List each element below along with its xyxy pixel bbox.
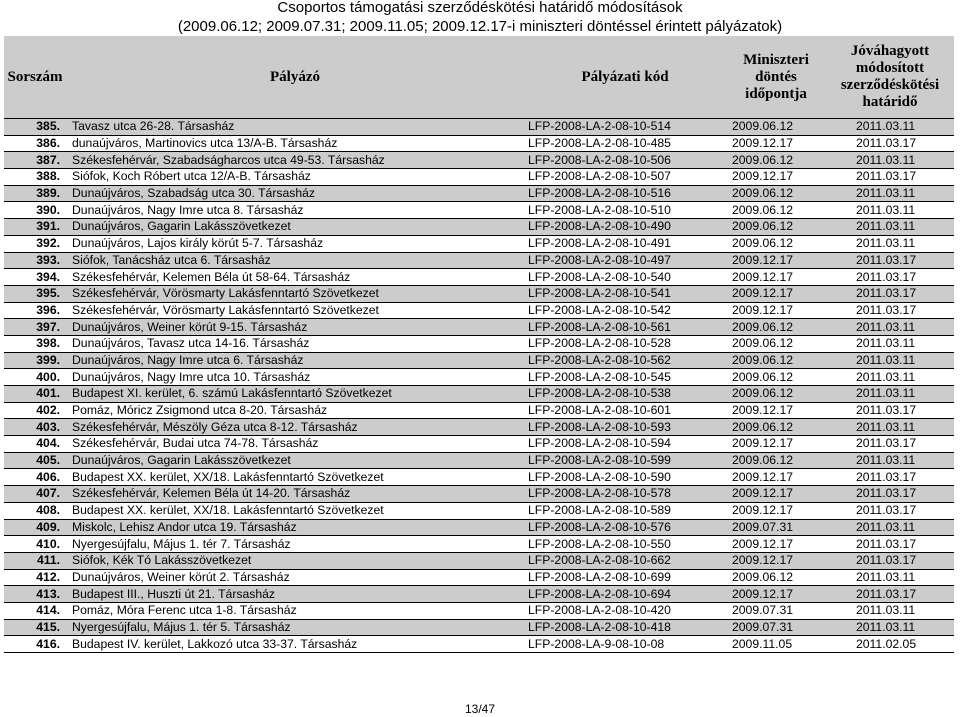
row-decision-date: 2009.06.12 — [726, 185, 826, 202]
row-applicant: Pomáz, Móricz Zsigmond utca 8-20. Társasház — [66, 402, 524, 419]
table-row — [4, 452, 954, 469]
row-applicant: Siófok, Tanácsház utca 6. Társasház — [66, 252, 524, 269]
row-code: LFP-2008-LA-2-08-10-510 — [524, 202, 726, 219]
row-decision-date: 2009.12.17 — [726, 285, 826, 302]
row-applicant: Dunaújváros, Nagy Imre utca 8. Társasház — [66, 202, 524, 219]
row-deadline: 2011.03.17 — [826, 586, 954, 603]
row-deadline: 2011.02.05 — [826, 636, 954, 653]
row-deadline: 2011.03.11 — [826, 119, 954, 136]
row-deadline: 2011.03.11 — [826, 319, 954, 336]
table-row — [4, 486, 954, 503]
row-applicant: Székesfehérvár, Budai utca 74-78. Társasház — [66, 436, 524, 453]
row-applicant: Budapest XI. kerület, 6. számú Lakásfenntartó Szövetkezet — [66, 386, 524, 403]
row-deadline: 2011.03.17 — [826, 436, 954, 453]
row-code: LFP-2008-LA-2-08-10-528 — [524, 335, 726, 352]
table-row — [4, 502, 954, 519]
row-number: 408. — [4, 502, 66, 519]
header-deadline-line: szerződéskötési — [840, 77, 940, 93]
row-decision-date: 2009.06.12 — [726, 452, 826, 469]
row-applicant: Budapest XX. kerület, XX/18. Lakásfenntartó Szövetkezet — [66, 469, 524, 486]
table-row — [4, 285, 954, 302]
row-deadline: 2011.03.17 — [826, 486, 954, 503]
row-number: 393. — [4, 252, 66, 269]
row-decision-date: 2009.11.05 — [726, 636, 826, 653]
table-row — [4, 419, 954, 436]
row-deadline: 2011.03.11 — [826, 569, 954, 586]
row-number: 388. — [4, 169, 66, 186]
row-number: 399. — [4, 352, 66, 369]
row-number: 403. — [4, 419, 66, 436]
header-decision-date — [726, 36, 826, 119]
row-decision-date: 2009.06.12 — [726, 219, 826, 236]
row-deadline: 2011.03.17 — [826, 135, 954, 152]
table-row — [4, 586, 954, 603]
row-applicant: dunaújváros, Martinovics utca 13/A-B. Társasház — [66, 135, 524, 152]
row-number: 396. — [4, 302, 66, 319]
table-body — [4, 119, 954, 653]
table-row — [4, 536, 954, 553]
row-applicant: Dunaújváros, Lajos király körút 5-7. Társasház — [66, 235, 524, 252]
header-code: Pályázati kód — [524, 36, 726, 119]
row-number: 398. — [4, 335, 66, 352]
row-code: LFP-2008-LA-2-08-10-545 — [524, 369, 726, 386]
row-number: 401. — [4, 386, 66, 403]
row-deadline: 2011.03.11 — [826, 185, 954, 202]
row-applicant: Nyergesújfalu, Május 1. tér 7. Társasház — [66, 536, 524, 553]
row-deadline: 2011.03.17 — [826, 536, 954, 553]
row-code: LFP-2008-LA-2-08-10-516 — [524, 185, 726, 202]
row-number: 406. — [4, 469, 66, 486]
row-decision-date: 2009.12.17 — [726, 135, 826, 152]
row-number: 400. — [4, 369, 66, 386]
row-decision-date: 2009.12.17 — [726, 586, 826, 603]
row-code: LFP-2008-LA-2-08-10-514 — [524, 119, 726, 136]
row-deadline: 2011.03.11 — [826, 152, 954, 169]
row-code: LFP-2008-LA-2-08-10-578 — [524, 486, 726, 503]
row-decision-date: 2009.06.12 — [726, 569, 826, 586]
row-number: 407. — [4, 486, 66, 503]
row-code: LFP-2008-LA-2-08-10-599 — [524, 452, 726, 469]
row-decision-date: 2009.06.12 — [726, 152, 826, 169]
row-number: 411. — [4, 552, 66, 569]
row-code: LFP-2008-LA-2-08-10-485 — [524, 135, 726, 152]
row-decision-date: 2009.06.12 — [726, 386, 826, 403]
row-number: 395. — [4, 285, 66, 302]
row-number: 390. — [4, 202, 66, 219]
row-number: 392. — [4, 235, 66, 252]
row-deadline: 2011.03.17 — [826, 285, 954, 302]
row-code: LFP-2008-LA-2-08-10-589 — [524, 502, 726, 519]
row-applicant: Székesfehérvár, Kelemen Béla út 14-20. Társasház — [66, 486, 524, 503]
row-deadline: 2011.03.17 — [826, 552, 954, 569]
row-code: LFP-2008-LA-2-08-10-699 — [524, 569, 726, 586]
table-row — [4, 402, 954, 419]
row-deadline: 2011.03.11 — [826, 386, 954, 403]
row-deadline: 2011.03.11 — [826, 202, 954, 219]
table-row — [4, 235, 954, 252]
row-decision-date: 2009.12.17 — [726, 502, 826, 519]
table-row — [4, 369, 954, 386]
row-number: 416. — [4, 636, 66, 653]
row-decision-date: 2009.06.12 — [726, 352, 826, 369]
row-deadline: 2011.03.17 — [826, 302, 954, 319]
row-number: 394. — [4, 269, 66, 286]
header-applicant: Pályázó — [66, 36, 524, 119]
row-decision-date: 2009.06.12 — [726, 235, 826, 252]
row-applicant: Siófok, Koch Róbert utca 12/A-B. Társasház — [66, 169, 524, 186]
row-deadline: 2011.03.11 — [826, 419, 954, 436]
row-applicant: Székesfehérvár, Kelemen Béla út 58-64. Társasház — [66, 269, 524, 286]
table-row — [4, 569, 954, 586]
row-decision-date: 2009.12.17 — [726, 402, 826, 419]
row-code: LFP-2008-LA-2-08-10-694 — [524, 586, 726, 603]
table-row — [4, 469, 954, 486]
row-number: 415. — [4, 619, 66, 636]
row-decision-date: 2009.12.17 — [726, 169, 826, 186]
row-code: LFP-2008-LA-2-08-10-576 — [524, 519, 726, 536]
row-applicant: Dunaújváros, Tavasz utca 14-16. Társasház — [66, 335, 524, 352]
table-row — [4, 169, 954, 186]
table-row — [4, 386, 954, 403]
row-decision-date: 2009.12.17 — [726, 552, 826, 569]
row-decision-date: 2009.07.31 — [726, 602, 826, 619]
row-applicant: Dunaújváros, Weiner körút 2. Társasház — [66, 569, 524, 586]
header-decision-line: Miniszteri — [743, 51, 809, 68]
row-applicant: Pomáz, Móra Ferenc utca 1-8. Társasház — [66, 602, 524, 619]
header-decision-line: döntés — [755, 68, 797, 85]
row-deadline: 2011.03.17 — [826, 502, 954, 519]
row-decision-date: 2009.12.17 — [726, 469, 826, 486]
row-decision-date: 2009.07.31 — [726, 519, 826, 536]
row-decision-date: 2009.07.31 — [726, 619, 826, 636]
table-row — [4, 319, 954, 336]
row-deadline: 2011.03.11 — [826, 602, 954, 619]
header-deadline-line: Jóváhagyott — [850, 43, 930, 59]
row-code: LFP-2008-LA-2-08-10-418 — [524, 619, 726, 636]
row-code: LFP-2008-LA-2-08-10-594 — [524, 436, 726, 453]
row-applicant: Székesfehérvár, Vörösmarty Lakásfenntartó Szövetkezet — [66, 285, 524, 302]
row-code: LFP-2008-LA-2-08-10-420 — [524, 602, 726, 619]
row-decision-date: 2009.06.12 — [726, 419, 826, 436]
row-applicant: Budapest IV. kerület, Lakkozó utca 33-37. Társasház — [66, 636, 524, 653]
table-row — [4, 185, 954, 202]
row-code: LFP-2008-LA-2-08-10-538 — [524, 386, 726, 403]
row-applicant: Nyergesújfalu, Május 1. tér 5. Társasház — [66, 619, 524, 636]
header-decision-line: időpontja — [745, 85, 807, 102]
document-title: Csoportos támogatási szerződéskötési határidő módosítások — [277, 0, 683, 16]
row-number: 387. — [4, 152, 66, 169]
row-applicant: Dunaújváros, Nagy Imre utca 10. Társasház — [66, 369, 524, 386]
row-number: 391. — [4, 219, 66, 236]
row-number: 402. — [4, 402, 66, 419]
row-decision-date: 2009.12.17 — [726, 536, 826, 553]
table-row — [4, 602, 954, 619]
row-applicant: Dunaújváros, Szabadság utca 30. Társasház — [66, 185, 524, 202]
row-deadline: 2011.03.11 — [826, 219, 954, 236]
table-row — [4, 252, 954, 269]
row-number: 410. — [4, 536, 66, 553]
row-applicant: Dunaújváros, Nagy Imre utca 6. Társasház — [66, 352, 524, 369]
row-applicant: Székesfehérvár, Mészöly Géza utca 8-12. Társasház — [66, 419, 524, 436]
row-number: 405. — [4, 452, 66, 469]
table-row — [4, 119, 954, 136]
row-number: 389. — [4, 185, 66, 202]
row-decision-date: 2009.06.12 — [726, 369, 826, 386]
table-row — [4, 335, 954, 352]
row-deadline: 2011.03.17 — [826, 252, 954, 269]
header-deadline — [826, 36, 954, 119]
row-code: LFP-2008-LA-2-08-10-491 — [524, 235, 726, 252]
table-row — [4, 269, 954, 286]
row-code: LFP-2008-LA-2-08-10-541 — [524, 285, 726, 302]
modifications-table — [4, 36, 954, 653]
row-code: LFP-2008-LA-2-08-10-601 — [524, 402, 726, 419]
row-code: LFP-2008-LA-9-08-10-08 — [524, 636, 726, 653]
table-row — [4, 352, 954, 369]
table-row — [4, 302, 954, 319]
row-decision-date: 2009.12.17 — [726, 252, 826, 269]
document-subtitle: (2009.06.12; 2009.07.31; 2009.11.05; 2009.12.17-i miniszteri döntéssel érintett pályázatok) — [177, 18, 783, 35]
table-row — [4, 152, 954, 169]
row-number: 385. — [4, 119, 66, 136]
row-applicant: Dunaújváros, Weiner körút 9-15. Társasház — [66, 319, 524, 336]
table-row — [4, 436, 954, 453]
row-applicant: Székesfehérvár, Szabadságharcos utca 49-53. Társasház — [66, 152, 524, 169]
row-number: 409. — [4, 519, 66, 536]
table-row — [4, 636, 954, 653]
row-decision-date: 2009.06.12 — [726, 119, 826, 136]
table-row — [4, 135, 954, 152]
row-code: LFP-2008-LA-2-08-10-507 — [524, 169, 726, 186]
header-number: Sorszám — [4, 36, 66, 119]
row-applicant: Budapest III., Huszti út 21. Társasház — [66, 586, 524, 603]
row-deadline: 2011.03.17 — [826, 269, 954, 286]
row-code: LFP-2008-LA-2-08-10-561 — [524, 319, 726, 336]
row-deadline: 2011.03.11 — [826, 452, 954, 469]
row-deadline: 2011.03.17 — [826, 402, 954, 419]
page-number: 13/47 — [464, 702, 496, 716]
row-deadline: 2011.03.17 — [826, 169, 954, 186]
row-number: 414. — [4, 602, 66, 619]
row-code: LFP-2008-LA-2-08-10-550 — [524, 536, 726, 553]
row-applicant: Dunaújváros, Gagarin Lakásszövetkezet — [66, 219, 524, 236]
row-applicant: Székesfehérvár, Vörösmarty Lakásfenntartó Szövetkezet — [66, 302, 524, 319]
row-number: 386. — [4, 135, 66, 152]
table-row — [4, 202, 954, 219]
row-applicant: Siófok, Kék Tó Lakásszövetkezet — [66, 552, 524, 569]
row-deadline: 2011.03.17 — [826, 469, 954, 486]
row-code: LFP-2008-LA-2-08-10-593 — [524, 419, 726, 436]
row-code: LFP-2008-LA-2-08-10-662 — [524, 552, 726, 569]
table-row — [4, 519, 954, 536]
document-title-block — [0, 0, 960, 36]
row-code: LFP-2008-LA-2-08-10-542 — [524, 302, 726, 319]
row-code: LFP-2008-LA-2-08-10-540 — [524, 269, 726, 286]
row-decision-date: 2009.12.17 — [726, 302, 826, 319]
row-decision-date: 2009.12.17 — [726, 486, 826, 503]
row-number: 404. — [4, 436, 66, 453]
row-decision-date: 2009.06.12 — [726, 319, 826, 336]
row-decision-date: 2009.06.12 — [726, 202, 826, 219]
table-row — [4, 219, 954, 236]
row-applicant: Miskolc, Lehisz Andor utca 19. Társasház — [66, 519, 524, 536]
row-code: LFP-2008-LA-2-08-10-590 — [524, 469, 726, 486]
row-applicant: Dunaújváros, Gagarin Lakásszövetkezet — [66, 452, 524, 469]
row-code: LFP-2008-LA-2-08-10-562 — [524, 352, 726, 369]
row-code: LFP-2008-LA-2-08-10-497 — [524, 252, 726, 269]
row-code: LFP-2008-LA-2-08-10-506 — [524, 152, 726, 169]
row-decision-date: 2009.12.17 — [726, 269, 826, 286]
row-decision-date: 2009.12.17 — [726, 436, 826, 453]
row-deadline: 2011.03.11 — [826, 619, 954, 636]
table-row — [4, 552, 954, 569]
row-decision-date: 2009.06.12 — [726, 335, 826, 352]
row-code: LFP-2008-LA-2-08-10-490 — [524, 219, 726, 236]
header-deadline-line: módosított — [855, 60, 925, 76]
table-row — [4, 619, 954, 636]
row-number: 397. — [4, 319, 66, 336]
row-deadline: 2011.03.11 — [826, 352, 954, 369]
row-number: 413. — [4, 586, 66, 603]
row-number: 412. — [4, 569, 66, 586]
header-deadline-line: határidő — [862, 94, 918, 110]
row-applicant: Tavasz utca 26-28. Társasház — [66, 119, 524, 136]
row-deadline: 2011.03.11 — [826, 235, 954, 252]
row-applicant: Budapest XX. kerület, XX/18. Lakásfenntartó Szövetkezet — [66, 502, 524, 519]
row-deadline: 2011.03.11 — [826, 335, 954, 352]
table-header-row — [4, 36, 954, 119]
row-deadline: 2011.03.11 — [826, 369, 954, 386]
row-deadline: 2011.03.11 — [826, 519, 954, 536]
